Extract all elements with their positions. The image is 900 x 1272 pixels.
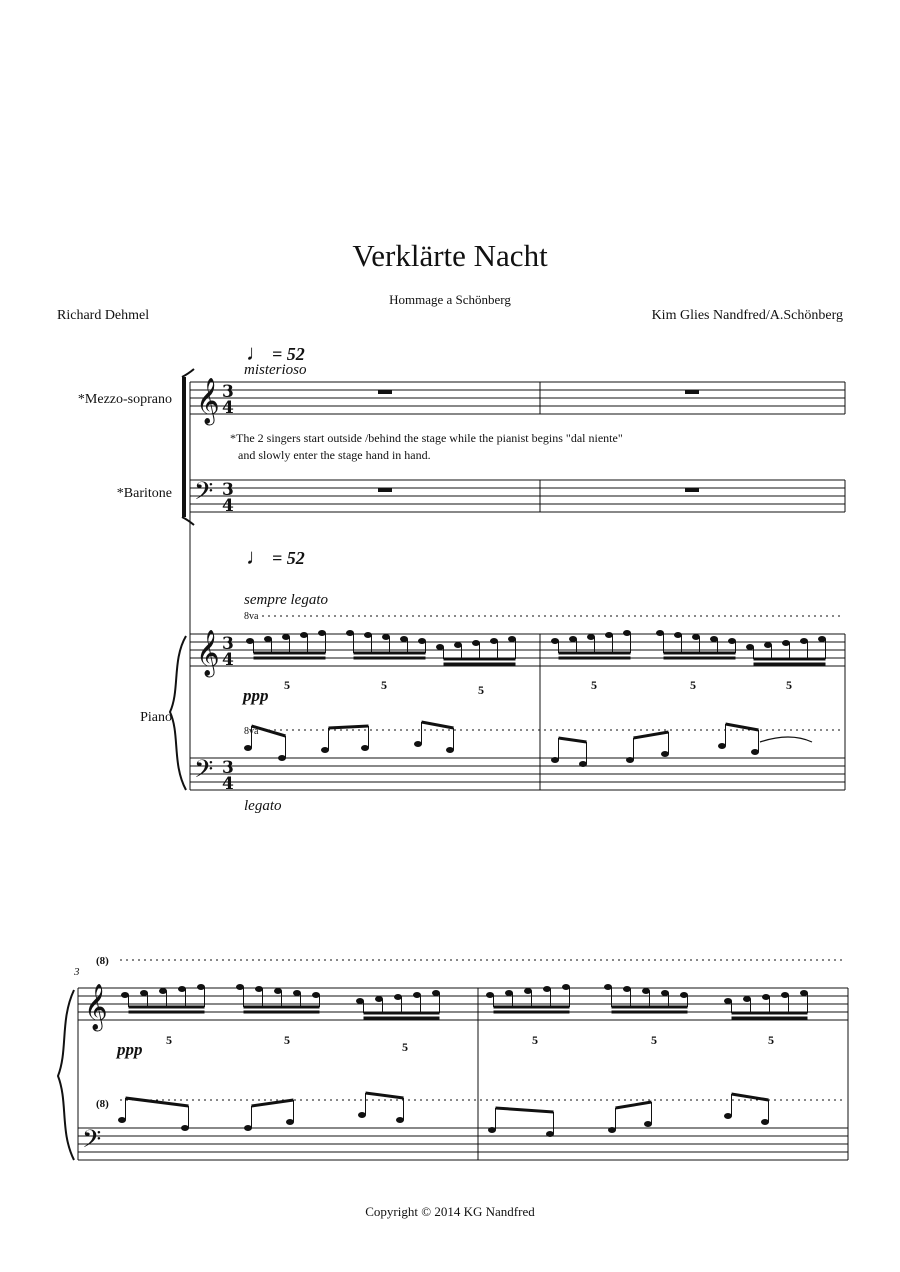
sixteenth-note — [562, 984, 570, 990]
eighth-note — [608, 1127, 616, 1133]
tuplet-5: 5 — [381, 678, 387, 692]
sixteenth-note — [623, 986, 631, 992]
sixteenth-note — [274, 988, 282, 994]
tuplet-5: 5 — [690, 678, 696, 692]
sixteenth-note — [743, 996, 751, 1002]
ottava-marking-treble: 8va — [244, 611, 259, 622]
sixteenth-note — [746, 644, 754, 650]
eighth-note — [661, 751, 669, 757]
eighth-note — [244, 1125, 252, 1131]
time-signature: 4 — [222, 398, 234, 418]
beam — [732, 1094, 769, 1100]
sixteenth-note — [728, 638, 736, 644]
page-title: Verklärte Nacht — [352, 238, 548, 273]
bass-clef-icon: 𝄢 — [194, 755, 214, 790]
eighth-note — [488, 1127, 496, 1133]
tuplet-5: 5 — [284, 1033, 290, 1047]
eighth-note — [718, 743, 726, 749]
sixteenth-note — [300, 632, 308, 638]
eighth-note — [396, 1117, 404, 1123]
subtitle: Hommage a Schönberg — [389, 292, 511, 307]
sixteenth-note — [569, 636, 577, 642]
eighth-note — [286, 1119, 294, 1125]
sixteenth-note — [764, 642, 772, 648]
sixteenth-note — [508, 636, 516, 642]
instrument-piano: Piano — [140, 710, 172, 725]
sixteenth-note — [623, 630, 631, 636]
eighth-note — [724, 1113, 732, 1119]
sixteenth-note — [605, 632, 613, 638]
eighth-note — [278, 755, 286, 761]
ottava-marking-bass: 8va — [244, 726, 259, 737]
sixteenth-note — [680, 992, 688, 998]
time-signature: 4 — [222, 496, 234, 516]
tempo-marking: ♩ = 52 — [246, 340, 305, 365]
tuplet-5: 5 — [166, 1033, 172, 1047]
tuplet-5: 5 — [591, 678, 597, 692]
beam — [496, 1108, 554, 1112]
sixteenth-note — [293, 990, 301, 996]
sixteenth-note — [551, 638, 559, 644]
measure-number: 3 — [74, 966, 80, 978]
expression-misterioso: misterioso — [244, 362, 307, 378]
sixteenth-note — [382, 634, 390, 640]
treble-clef-icon: 𝄞 — [196, 630, 220, 676]
notation — [58, 369, 848, 1160]
expression-legato: legato — [244, 798, 282, 814]
copyright: Copyright © 2014 KG Nandfred — [365, 1204, 535, 1219]
time-signature: 3 — [222, 634, 234, 654]
sixteenth-note — [375, 996, 383, 1002]
tuplet-5: 5 — [402, 1040, 408, 1054]
sixteenth-note — [318, 630, 326, 636]
sixteenth-note — [436, 644, 444, 650]
beam — [559, 738, 587, 742]
sixteenth-note — [121, 992, 129, 998]
sixteenth-note — [505, 990, 513, 996]
beam — [126, 1098, 189, 1106]
time-signature: 4 — [222, 774, 234, 794]
eighth-note — [546, 1131, 554, 1137]
eighth-note — [579, 761, 587, 767]
sixteenth-note — [364, 632, 372, 638]
sixteenth-note — [140, 990, 148, 996]
piano-tempo-marking: ♩ = 52 — [246, 544, 305, 569]
sixteenth-note — [400, 636, 408, 642]
sixteenth-note — [587, 634, 595, 640]
sixteenth-note — [724, 998, 732, 1004]
tuplet-5: 5 — [768, 1033, 774, 1047]
whole-rest — [685, 488, 699, 492]
sixteenth-note — [800, 990, 808, 996]
sixteenth-note — [236, 984, 244, 990]
sixteenth-note — [282, 634, 290, 640]
eighth-note — [644, 1121, 652, 1127]
sixteenth-note — [264, 636, 272, 642]
eighth-note — [751, 749, 759, 755]
lyricist: Richard Dehmel — [57, 308, 150, 323]
sixteenth-note — [312, 992, 320, 998]
eighth-note — [321, 747, 329, 753]
quarter-note-icon: ♩ — [246, 340, 268, 365]
beam — [252, 1100, 294, 1106]
sixteenth-note — [159, 988, 167, 994]
sixteenth-note — [604, 984, 612, 990]
footnote: *The 2 singers start outside /behind the stage while the pianist begins "dal niente" and slowly enter the stage hand in hand. — [230, 431, 623, 462]
bass-clef-icon: 𝄢 — [82, 1125, 102, 1160]
piano-brace — [170, 636, 186, 790]
composer: Kim Glies Nandfred/A.Schönberg — [651, 308, 843, 323]
sixteenth-note — [656, 630, 664, 636]
sixteenth-note — [490, 638, 498, 644]
time-signature: 4 — [222, 650, 234, 670]
whole-rest — [685, 390, 699, 394]
sixteenth-note — [642, 988, 650, 994]
beam — [422, 722, 454, 728]
tuplet-5: 5 — [651, 1033, 657, 1047]
sixteenth-note — [454, 642, 462, 648]
eighth-note — [361, 745, 369, 751]
eighth-note — [118, 1117, 126, 1123]
sixteenth-note — [800, 638, 808, 644]
sixteenth-note — [346, 630, 354, 636]
eighth-note — [446, 747, 454, 753]
beam — [726, 724, 759, 730]
beam — [329, 726, 369, 728]
beam — [366, 1093, 404, 1098]
eighth-note — [244, 745, 252, 751]
sixteenth-note — [246, 638, 254, 644]
sixteenth-note — [674, 632, 682, 638]
tuplet-5: 5 — [532, 1033, 538, 1047]
tuplet-5: 5 — [786, 678, 792, 692]
whole-rest — [378, 390, 392, 394]
sixteenth-note — [356, 998, 364, 1004]
sixteenth-note — [661, 990, 669, 996]
sixteenth-note — [255, 986, 263, 992]
eighth-note — [761, 1119, 769, 1125]
tuplet-5: 5 — [478, 683, 484, 697]
treble-clef-icon: 𝄞 — [84, 984, 108, 1030]
sixteenth-note — [762, 994, 770, 1000]
eighth-note — [358, 1112, 366, 1118]
sixteenth-note — [197, 984, 205, 990]
sixteenth-note — [692, 634, 700, 640]
tuplet-5: 5 — [284, 678, 290, 692]
beam — [634, 732, 669, 738]
eighth-note — [551, 757, 559, 763]
sixteenth-note — [710, 636, 718, 642]
whole-rest — [378, 488, 392, 492]
sixteenth-note — [486, 992, 494, 998]
sixteenth-note — [818, 636, 826, 642]
treble-clef-icon: 𝄞 — [196, 378, 220, 424]
beam — [252, 726, 286, 736]
instrument-baritone: *Baritone — [116, 486, 172, 501]
vocal-bracket — [182, 369, 194, 377]
vocal-bracket — [182, 517, 194, 525]
time-signature: 3 — [222, 480, 234, 500]
dynamic-ppp: ppp — [243, 686, 269, 705]
sixteenth-note — [178, 986, 186, 992]
sixteenth-note — [472, 640, 480, 646]
quarter-note-icon: ♩ — [246, 544, 268, 569]
sixteenth-note — [543, 986, 551, 992]
dynamic-ppp: ppp — [117, 1040, 143, 1059]
time-signature: 3 — [222, 382, 234, 402]
eighth-note — [181, 1125, 189, 1131]
ottava-continuation-bass: (8) — [96, 1098, 109, 1110]
beam — [616, 1102, 652, 1108]
eighth-note — [626, 757, 634, 763]
tie — [760, 737, 812, 742]
time-signature: 3 — [222, 758, 234, 778]
bass-clef-icon: 𝄢 — [194, 477, 214, 512]
piano-brace — [58, 990, 74, 1160]
sixteenth-note — [782, 640, 790, 646]
expression-sempre-legato: sempre legato — [244, 592, 329, 608]
instrument-mezzo-soprano: *Mezzo-soprano — [77, 392, 172, 407]
sixteenth-note — [432, 990, 440, 996]
sixteenth-note — [394, 994, 402, 1000]
sixteenth-note — [524, 988, 532, 994]
sixteenth-note — [418, 638, 426, 644]
eighth-note — [414, 741, 422, 747]
sixteenth-note — [781, 992, 789, 998]
sixteenth-note — [413, 992, 421, 998]
ottava-continuation-treble: (8) — [96, 955, 109, 967]
